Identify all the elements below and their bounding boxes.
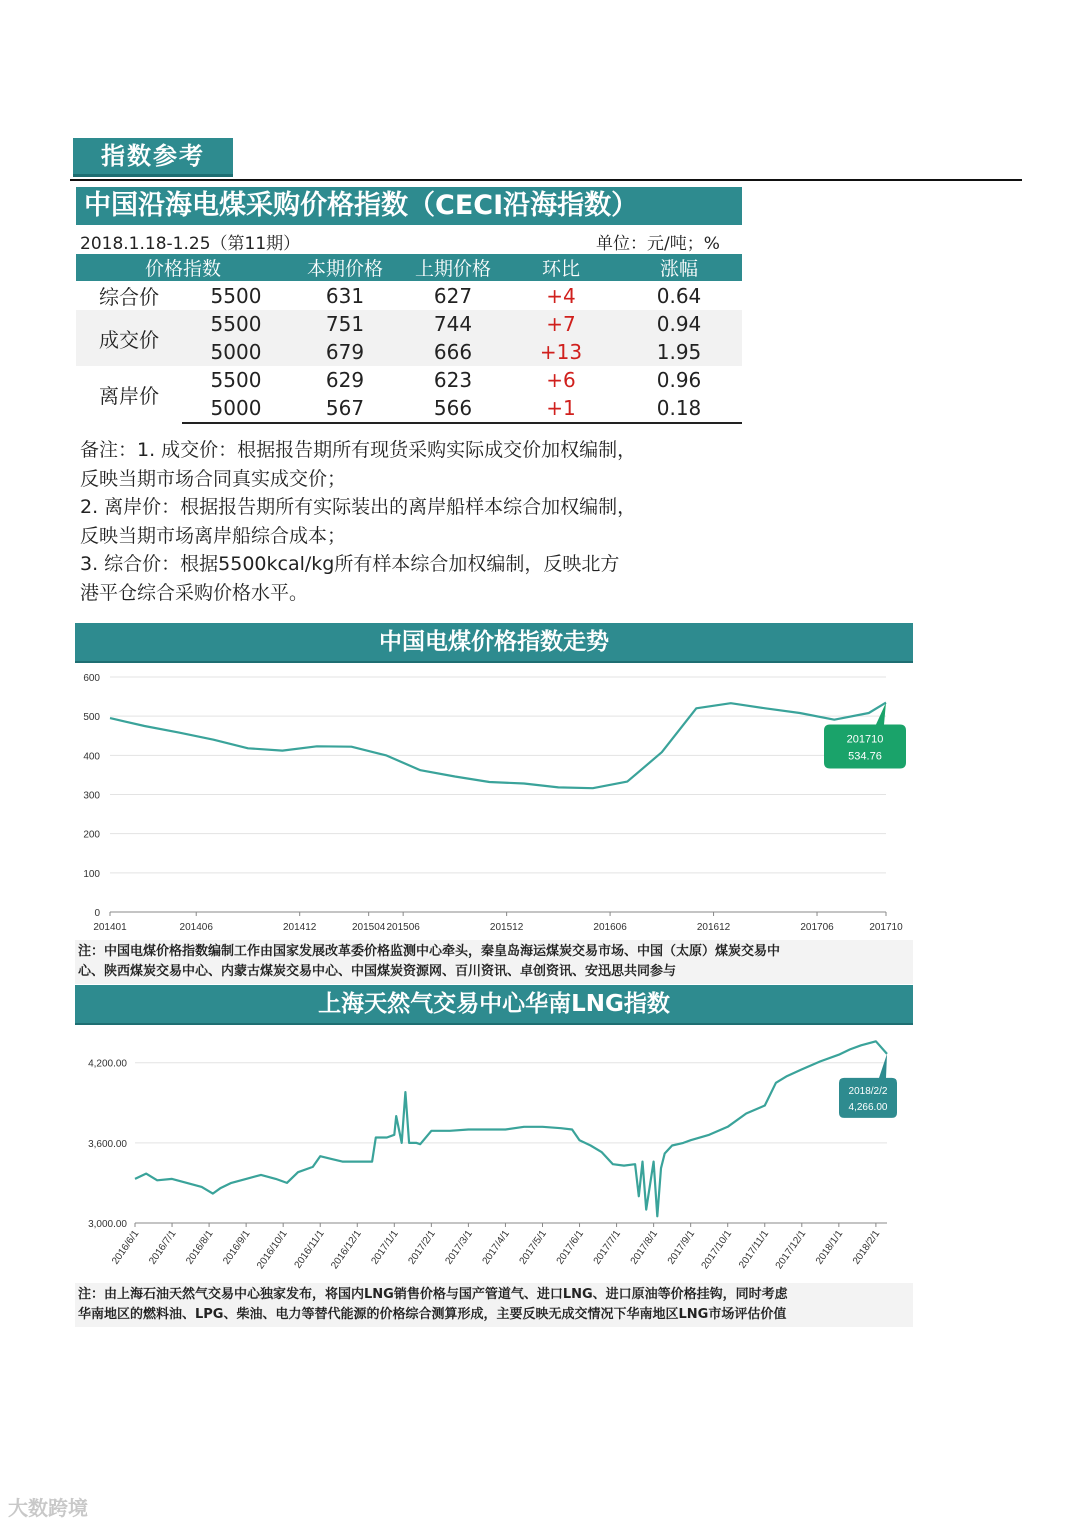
chart2-note-line: 注：由上海石油天然气交易中心独家发布，将国内LNG销售价格与国产管道气、进口LNG、进口原油等价格挂钩，同时考虑 [78, 1287, 788, 1302]
row-current: 631 [325, 283, 365, 308]
header-current: 本期价格 [290, 254, 400, 281]
note-line: 港平仓综合采购价格水平。 [80, 581, 309, 604]
chart2-note [78, 1285, 914, 1325]
table-row [76, 281, 742, 310]
x-tick-label: 2017/9/1 [665, 1228, 698, 1267]
lng-index-chart [75, 1026, 915, 1280]
x-tick-label: 2017/12/1 [773, 1228, 809, 1272]
chart2-note-line: 华南地区的燃料油、LPG、柴油、电力等替代能源的价格综合测算形成，主要反映无成交情况下华南地区LNG市场评估价值 [78, 1307, 787, 1322]
x-tick-label: 2016/12/1 [329, 1228, 364, 1272]
row-pct: 0.94 [616, 310, 742, 338]
x-tick-label: 2017/2/1 [406, 1228, 438, 1267]
row-pct: 0.64 [656, 283, 702, 308]
note-line: 反映当期市场合同真实成交价； [80, 467, 347, 490]
x-tick-label: 2017/7/1 [591, 1228, 624, 1267]
watermark: 大数跨境 [8, 1496, 88, 1520]
row-current: 567 [290, 394, 400, 423]
x-tick-label: 2017/10/1 [699, 1228, 735, 1272]
coal-price-chart [75, 664, 915, 940]
row-change: +13 [506, 338, 616, 366]
x-tick-label: 2016/8/1 [184, 1228, 216, 1267]
x-tick-label: 2017/11/1 [737, 1228, 772, 1271]
note-line: 3. 综合价：根据5500kcal/kg所有样本综合加权编制，反映北方 [80, 553, 620, 575]
ceci-notes [80, 436, 740, 607]
row-pct: 0.96 [656, 368, 702, 392]
y-tick-label: 100 [83, 868, 100, 880]
x-tick-label: 2017/8/1 [628, 1228, 661, 1267]
x-tick-label: 2016/10/1 [255, 1228, 290, 1272]
header-change: 环比 [506, 254, 616, 281]
row-pct: 1.95 [616, 338, 742, 366]
x-tick-label: 2016/9/1 [221, 1228, 253, 1267]
x-tick-label: 201710 [869, 922, 903, 933]
row-group: 综合价 [99, 285, 159, 309]
x-tick-label: 2018/1/1 [813, 1228, 846, 1267]
row-previous: 566 [400, 394, 506, 423]
x-tick-label: 2016/6/1 [110, 1228, 142, 1267]
row-group: 成交价 [76, 310, 182, 366]
ceci-title: 中国沿海电煤采购价格指数（CECI沿海指数） [76, 187, 742, 225]
x-tick-label: 201512 [489, 922, 524, 933]
y-tick-label: 3,600.00 [88, 1138, 127, 1150]
header-pct: 涨幅 [616, 254, 742, 281]
callout-value: 534.76 [848, 750, 882, 763]
y-tick-label: 3,000.00 [88, 1219, 127, 1230]
chart1-note [78, 942, 914, 982]
row-current: 679 [290, 338, 400, 366]
ceci-unit: 单位：元/吨；% [596, 234, 720, 254]
lng-index-line [135, 1041, 887, 1216]
x-tick-label: 2017/6/1 [554, 1228, 586, 1267]
x-tick-label: 2017/4/1 [480, 1228, 512, 1267]
y-tick-label: 200 [83, 829, 100, 841]
x-tick-label: 2018/2/1 [850, 1228, 883, 1267]
x-tick-label: 201401 [93, 922, 127, 933]
row-pct: 0.18 [616, 394, 742, 423]
x-tick-label: 2016/7/1 [147, 1228, 179, 1267]
row-previous: 627 [433, 283, 473, 308]
x-tick-label: 2017/1/1 [369, 1228, 401, 1267]
x-tick-label: 201412 [283, 922, 317, 933]
coal-index-line [110, 703, 886, 789]
x-tick-label: 2016/11/1 [292, 1228, 327, 1271]
x-tick-label: 2017/3/1 [443, 1228, 475, 1267]
x-tick-label: 201504 [351, 922, 386, 933]
y-tick-label: 4,200.00 [88, 1058, 127, 1070]
ceci-table [76, 254, 742, 424]
x-tick-label: 201506 [386, 922, 420, 933]
row-current: 751 [290, 310, 400, 338]
row-change: +1 [506, 394, 616, 423]
header-previous: 上期价格 [400, 254, 506, 281]
row-grade: 5500 [210, 283, 262, 308]
x-tick-label: 201612 [696, 922, 731, 933]
y-tick-label: 500 [83, 712, 100, 724]
x-tick-label: 2017/5/1 [517, 1228, 549, 1267]
header-index: 价格指数 [76, 254, 290, 281]
row-grade: 5500 [210, 368, 262, 392]
x-tick-label: 201706 [800, 922, 834, 933]
callout-label: 2018/2/2 [848, 1085, 888, 1097]
row-grade: 5500 [182, 310, 290, 338]
note-line: 2. 离岸价：根据报告期所有实际装出的离岸船样本综合加权编制， [80, 496, 637, 518]
section-tag: 指数参考 [73, 138, 233, 177]
row-change: +6 [546, 368, 576, 392]
ceci-period: 2018.1.18-1.25（第11期） [80, 234, 301, 254]
callout-label: 201710 [846, 733, 884, 746]
row-grade: 5000 [182, 338, 290, 366]
note-line: 备注：1. 成交价：根据报告期所有现货采购实际成交价加权编制， [80, 439, 637, 461]
table-row [76, 310, 742, 338]
row-change: +7 [506, 310, 616, 338]
row-previous: 623 [433, 368, 473, 392]
y-tick-label: 400 [83, 751, 100, 763]
row-previous: 744 [400, 310, 506, 338]
table-header-row [76, 254, 742, 281]
row-previous: 666 [400, 338, 506, 366]
top-divider [70, 179, 1022, 181]
x-tick-label: 201406 [179, 922, 213, 933]
y-tick-label: 300 [83, 790, 100, 802]
row-group: 离岸价 [99, 384, 159, 408]
callout-value: 4,266.00 [848, 1101, 888, 1113]
y-tick-label: 600 [83, 673, 100, 684]
row-current: 629 [325, 368, 365, 392]
row-grade: 5000 [182, 394, 290, 423]
x-tick-label: 201606 [593, 922, 627, 933]
y-tick-label: 0 [94, 908, 100, 919]
table-row [76, 366, 742, 394]
row-change: +4 [546, 283, 576, 308]
chart1-note-line: 注：中国电煤价格指数编制工作由国家发展改革委价格监测中心牵头，秦皇岛海运煤炭交易市场、中国（太原）煤炭交易中 [78, 944, 781, 959]
chart2-title: 上海天然气交易中心华南LNG指数 [75, 985, 913, 1025]
chart1-note-line: 心、陕西煤炭交易中心、内蒙古煤炭交易中心、中国煤炭资源网、百川资讯、卓创资讯、安迅思共同参与 [78, 964, 677, 979]
note-line: 反映当期市场离岸船综合成本； [80, 524, 347, 547]
chart1-title: 中国电煤价格指数走势 [75, 623, 913, 663]
